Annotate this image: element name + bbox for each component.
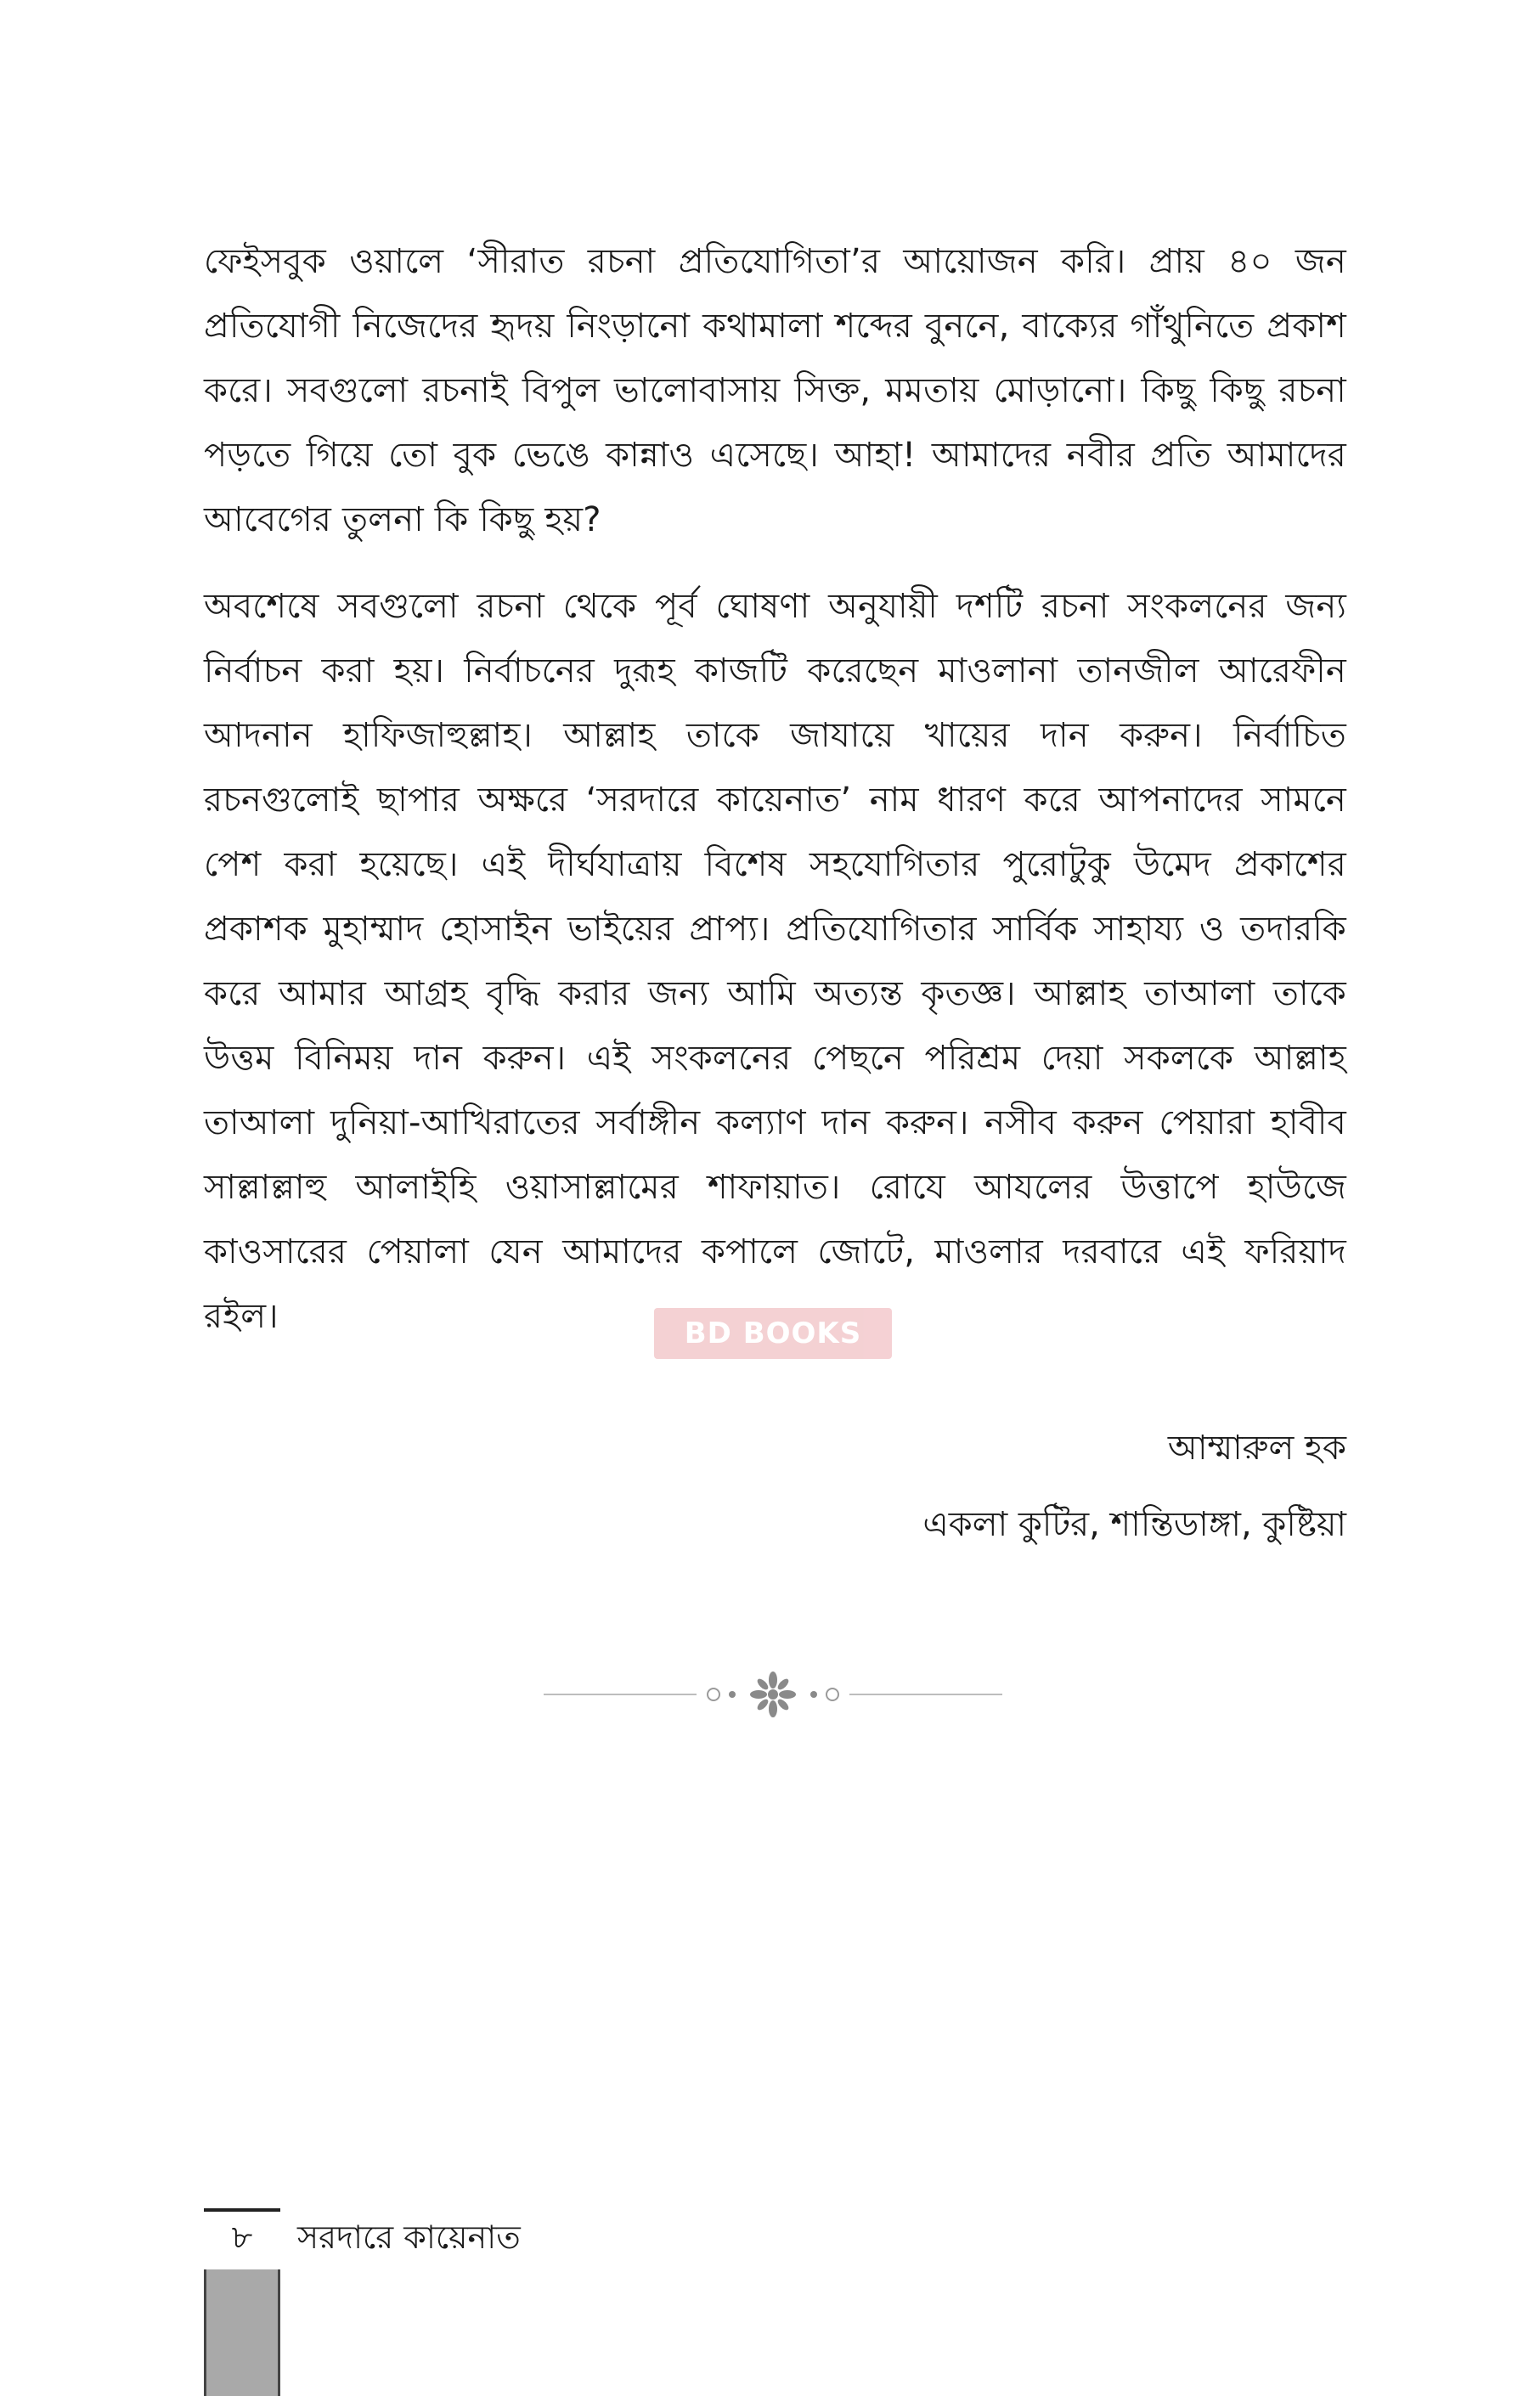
ornament-divider-icon bbox=[544, 1665, 1002, 1724]
footer-rule bbox=[204, 2208, 280, 2212]
page-footer bbox=[204, 2208, 798, 2396]
author-name: আম্মারুল হক bbox=[1167, 1429, 1346, 1468]
body-text bbox=[204, 229, 1346, 1349]
signature-block bbox=[922, 1410, 1346, 1563]
page-number: ৮ bbox=[231, 2218, 253, 2256]
paragraph-1: ফেইসবুক ওয়ালে ‘সীরাত রচনা প্রতিযোগিতা’র আয়োজন করি। প্রায় ৪০ জন প্রতিযোগী নিজেদের হৃদয় নিংড়ানো কথামালা শব্দের বুননে, বাক্যের গাঁথুনিতে প্রকাশ করে। সবগুলো রচনাই বিপুল ভালোবাসায় সিক্ত, মমতায় মোড়ানো। কিছু কিছু রচনা পড়তে গিয়ে তো বুক ভেঙে কান্নাও এসেছে। আহা! আমাদের নবীর প্রতি আমাদের আবেগের তুলনা কি কিছু হয়? bbox=[204, 242, 1346, 539]
running-title: সরদারে কায়েনাত bbox=[297, 2218, 521, 2256]
paragraph-2: অবশেষে সবগুলো রচনা থেকে পূর্ব ঘোষণা অনুযায়ী দশটি রচনা সংকলনের জন্য নির্বাচন করা হয়। নির্বাচনের দুরূহ কাজটি করেছেন মাওলানা তানজীল আরেফীন আদনান হাফিজাহুল্লাহ। আল্লাহ তাকে জাযায়ে খায়ের দান করুন। নির্বাচিত রচনগুলোই ছাপার অক্ষরে ‘সরদারে কায়েনাত’ নাম ধারণ করে আপনাদের সামনে পেশ করা হয়েছে। এই দীর্ঘযাত্রায় বিশেষ সহযোগিতার পুরোটুকু উমেদ প্রকাশের প্রকাশক মুহাম্মাদ হোসাইন ভাইয়ের প্রাপ্য। প্রতিযোগিতার সার্বিক সাহায্য ও তদারকি করে আমার আগ্রহ বৃদ্ধি করার জন্য আমি অত্যন্ত কৃতজ্ঞ। আল্লাহ তাআলা তাকে উত্তম বিনিময় দান করুন। এই সংকলনের পেছনে পরিশ্রম দেয়া সকলকে আল্লাহ তাআলা দুনিয়া-আখিরাতের সর্বাঙ্গীন কল্যাণ দান করুন। নসীব করুন পেয়ারা হাবীব সাল্লাল্লাহু আলাইহি ওয়াসাল্লামের শাফায়াত। রোযে আযলের উত্তাপে হাউজে কাওসারের পেয়ালা যেন আমাদের কপালে জোটে, মাওলার দরবারে এই ফরিয়াদ রইল। bbox=[204, 587, 1346, 1336]
watermark-logo: BD BOOKS bbox=[654, 1308, 892, 1359]
footer-tab bbox=[204, 2269, 280, 2396]
author-place: একলা কুটির, শান্তিডাঙ্গা, কুষ্টিয়া bbox=[922, 1505, 1346, 1544]
